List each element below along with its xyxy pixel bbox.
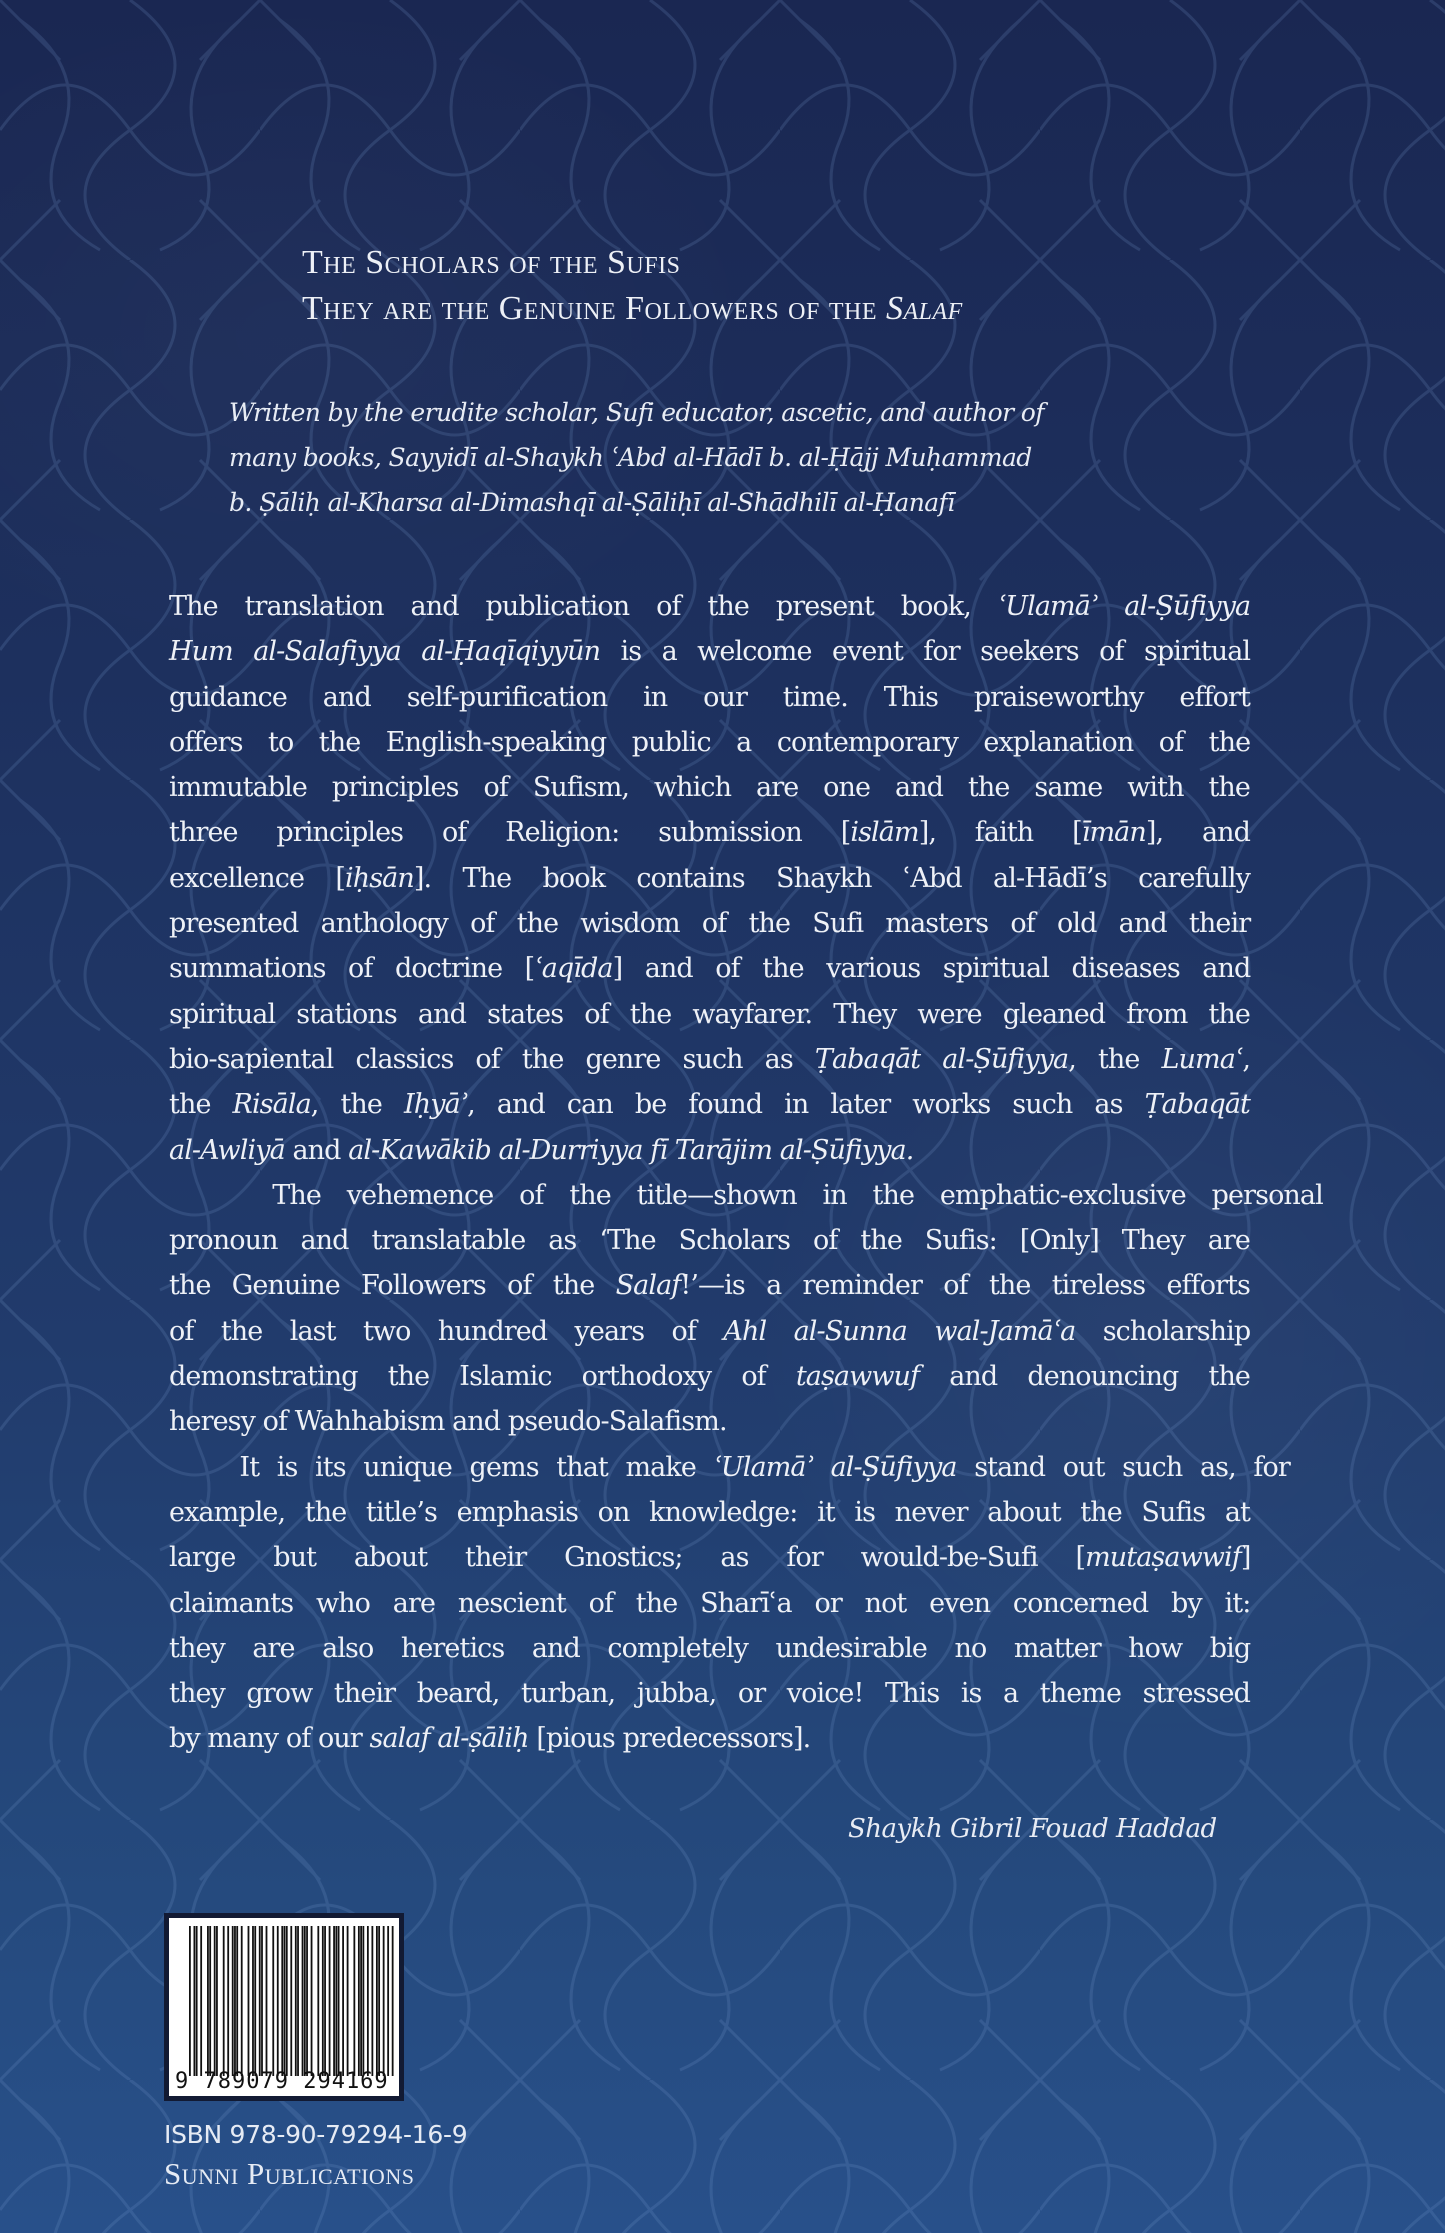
publisher-name: Sunni Publications	[164, 2156, 415, 2191]
text-run: of the last two hundred years of	[169, 1315, 724, 1347]
body-line	[169, 1263, 1250, 1308]
text-run: stand out such as, for	[956, 1451, 1290, 1483]
barcode	[164, 1913, 404, 2101]
italic-term: mutaṣawwif	[1085, 1542, 1241, 1574]
blurb-body	[169, 584, 1323, 1762]
text-run: claimants who are nescient of the Sharīʿa or not even concerned by it:	[169, 1587, 1251, 1619]
text-run: the	[169, 1089, 233, 1121]
italic-term: Ṭabaqāt	[1144, 1089, 1250, 1121]
italic-term: ʿaqīda	[534, 953, 613, 985]
text-run: ]	[1240, 1542, 1251, 1574]
text-run: bio-sapiental classics of the genre such as	[169, 1043, 815, 1075]
text-run: they are also heretics and completely undesirable no matter how big	[169, 1632, 1251, 1664]
body-line	[169, 1309, 1250, 1354]
text-run: ], faith [	[918, 817, 1082, 849]
text-run: summations of doctrine [	[169, 953, 535, 985]
italic-term: taṣawwuf	[795, 1361, 920, 1393]
text-run: and	[284, 1134, 349, 1166]
text-run: large but about their Gnostics; as for would-be-Sufi [	[169, 1542, 1086, 1574]
body-line	[169, 1490, 1250, 1535]
text-run: heresy of Wahhabism and pseudo-Salafism.	[169, 1406, 727, 1438]
text-run: three principles of Religion: submission [	[169, 817, 851, 849]
italic-term: Salaf	[886, 290, 963, 327]
body-line	[169, 1218, 1250, 1263]
italic-term: al-Kawākib al-Durriyya fī Tarājim al-Ṣūfiyya.	[348, 1134, 914, 1166]
text-run: guidance and self-purification in our time. This praiseworthy effort	[169, 681, 1250, 713]
text-run: they grow their beard, turban, jubba, or voice! This is a theme stressed	[169, 1678, 1250, 1710]
body-line	[169, 901, 1250, 946]
body-line	[169, 1626, 1250, 1671]
body-line	[169, 720, 1250, 765]
body-line	[169, 765, 1250, 810]
body-line	[169, 992, 1250, 1037]
text-run: demonstrating the Islamic orthodoxy of	[169, 1361, 796, 1393]
book-title	[302, 240, 963, 332]
title-line-1	[302, 240, 963, 286]
body-line	[169, 1716, 1250, 1761]
body-line	[169, 629, 1250, 674]
italic-term: iḥsān	[345, 862, 414, 894]
body-line	[169, 1581, 1250, 1626]
barcode-bars	[189, 1926, 394, 2076]
italic-term: Risāla	[232, 1089, 311, 1121]
body-line	[169, 1173, 1323, 1218]
italic-term: Ahl al-Sunna wal-Jamāʿa	[723, 1315, 1076, 1347]
text-run: ,	[1242, 1043, 1251, 1075]
italic-term: Hum al-Salafiyya al-Ḥaqīqiyyūn	[169, 636, 601, 668]
italic-term: ʿUlamāʾ al-Ṣūfiyya	[997, 591, 1251, 622]
italic-term: Lumaʿ	[1161, 1043, 1243, 1075]
body-line	[169, 1445, 1290, 1490]
text-run: immutable principles of Sufism, which are one and the same with the	[169, 772, 1250, 804]
text-run: [pious predecessors].	[528, 1723, 811, 1755]
text-run: example, the title’s emphasis on knowledge: it is never about the Sufis at	[169, 1496, 1250, 1528]
text-run: !’—is a reminder of the tireless efforts	[680, 1270, 1250, 1302]
text-run: ], and	[1145, 817, 1251, 849]
italic-term: īmān	[1081, 817, 1146, 849]
barcode-label	[169, 1918, 399, 2096]
italic-term: Salaf	[615, 1270, 681, 1302]
title-line-2	[302, 286, 963, 332]
text-run: the Genuine Followers of the	[169, 1270, 616, 1302]
body-line	[169, 584, 1250, 629]
text-run: , and can be found in later works such as	[467, 1089, 1145, 1121]
text-run: spiritual stations and states of the wayfarer. They were gleaned from the	[169, 998, 1250, 1030]
text-run: and denouncing the	[919, 1361, 1251, 1393]
barcode-digits: 9 789079 294169	[175, 2069, 389, 2094]
text-run: ]. The book contains Shaykh ʿAbd al-Hādī’s carefully	[413, 862, 1250, 894]
italic-term: Iḥyāʾ	[403, 1089, 468, 1121]
italic-term: islām	[850, 817, 919, 849]
text-run: , the	[310, 1089, 404, 1121]
text-run: , the	[1068, 1043, 1162, 1075]
body-line	[169, 1354, 1250, 1399]
author-byline	[229, 390, 1044, 525]
byline-line: many books, Sayyidī al-Shaykh ʿAbd al-Hādī b. al-Ḥājj Muḥammad	[229, 443, 1032, 472]
text-run: They are the Genuine Followers of the	[302, 290, 887, 327]
text-run: excellence [	[169, 862, 345, 894]
body-line	[169, 1037, 1250, 1082]
text-run: ] and of the various spiritual diseases and	[612, 953, 1251, 985]
text-run: scholarship	[1075, 1315, 1251, 1347]
body-line	[169, 1535, 1250, 1580]
body-line	[169, 1128, 1250, 1173]
text-run: The vehemence of the title—shown in the emphatic-exclusive personal	[169, 1179, 1323, 1211]
body-line	[169, 675, 1250, 720]
text-run: The Scholars of the Sufis	[302, 244, 681, 281]
text-run: is a welcome event for seekers of spiritual	[600, 636, 1251, 668]
text-run: offers to the English-speaking public a contemporary explanation of the	[169, 726, 1251, 758]
blurb-signature: Shaykh Gibril Fouad Haddad	[848, 1814, 1217, 1844]
text-run: The translation and publication of the present book,	[169, 591, 998, 622]
italic-term: ʿUlamāʾ al-Ṣūfiyya	[713, 1451, 957, 1483]
byline-line: b. Ṣāliḥ al-Kharsa al-Dimashqī al-Ṣāliḥī al-Shādhilī al-Ḥanafī	[229, 488, 955, 517]
body-line	[169, 946, 1250, 991]
italic-term: Ṭabaqāt al-Ṣūfiyya	[814, 1043, 1069, 1075]
italic-term: salaf al-ṣāliḥ	[369, 1723, 529, 1755]
text-run: by many of our	[169, 1723, 370, 1755]
italic-term: al-Awliyā	[169, 1134, 285, 1166]
text-run: presented anthology of the wisdom of the Sufi masters of old and their	[169, 908, 1251, 940]
body-line	[169, 1399, 1250, 1444]
text-run: It is its unique gems that make	[169, 1451, 714, 1483]
isbn-number: ISBN 978-90-79294-16-9	[164, 2120, 468, 2149]
body-line	[169, 856, 1250, 901]
body-line	[169, 1671, 1250, 1716]
text-run: pronoun and translatable as ‘The Scholars of the Sufis: [Only] They are	[169, 1225, 1250, 1257]
byline-line: Written by the erudite scholar, Sufi educator, ascetic, and author of	[229, 398, 1044, 427]
body-line	[169, 810, 1250, 855]
body-line	[169, 1082, 1250, 1127]
